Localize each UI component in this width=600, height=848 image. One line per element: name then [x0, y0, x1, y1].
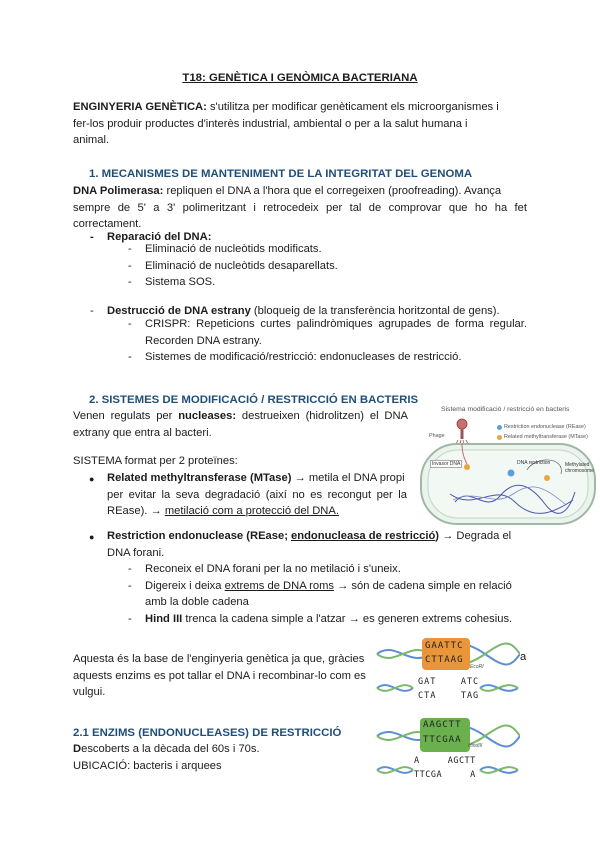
destruccio-text: (bloqueig de la transferència horitzontal de gens). — [250, 305, 500, 317]
destruccio-term: Destrucció de DNA estrany — [107, 305, 251, 317]
seq-4-top: A AGCTT — [414, 756, 476, 766]
figure-legend-2: Related methyltransferase (MTase) — [504, 434, 588, 440]
sistemes-item: - Sistemes de modificació/restricció: endonucleases de restricció. — [145, 349, 527, 366]
reparacio-item: - Eliminació de nucleòtids desaparellats. — [145, 258, 338, 275]
seq-3-bottom: TTCGAA — [423, 735, 462, 745]
intro-text-1: s'utilitza per modificar genèticament els microorganismes i — [206, 101, 499, 113]
rease-item-2a: Digereix i deixa — [145, 579, 225, 592]
rease-term-underlined: endonucleasa de restricció — [291, 530, 436, 542]
seq-1-bottom: CTTAAG — [425, 655, 464, 665]
base-line-2: aquests enzims es pot tallar el DNA i recombinar-lo com es — [73, 669, 366, 682]
base-line-1-end: a — [520, 651, 527, 663]
figure-legend-1: Restriction endonuclease (REase) — [504, 424, 586, 430]
seq-4-bottom: TTCGA A — [414, 770, 476, 780]
nucleases-text-c: destrueixen (hidrolitzen) el DNA — [236, 410, 409, 422]
base-paragraph — [73, 651, 373, 701]
rease-item-2d: amb la doble cadena — [145, 596, 249, 608]
rease-term: Restriction endonuclease (REase; — [107, 530, 292, 542]
mtase-line-1: → metila el DNA propi — [291, 472, 405, 484]
seq-3-top: AAGCTT — [423, 720, 462, 730]
modification-restriction-figure — [415, 404, 600, 528]
sistema-line: SISTEMA format per 2 proteïnes: — [73, 455, 238, 467]
crispr-line-1: - CRISPR: Repeticions curtes palindròmiques agrupades de forma regular. — [145, 316, 527, 333]
section-2-1-line-2: UBICACIÓ: bacteris i arquees — [73, 759, 222, 772]
polimerasa-line-2: sempre de 5' a 3' polimeritzant i retrocedeix per tal de comprovar que ho ha fet — [73, 201, 527, 214]
rease-line-2: DNA forani. — [107, 546, 165, 559]
reparacio-heading: - Reparació del DNA: — [107, 231, 211, 243]
reparacio-item: - Sistema SOS. — [145, 274, 338, 291]
rease-paragraph — [107, 528, 527, 561]
hind-iii-term: Hind III — [145, 612, 183, 625]
page-title: T18: GENÈTICA I GENÒMICA BACTERIANA — [182, 72, 418, 84]
intro-text-2: fer-los produir productes d'interès industrial, ambiental o per a la salut humana i — [73, 117, 468, 130]
mtase-line-3a: REase). → — [107, 505, 165, 517]
rease-item-3b: trenca la cadena simple a l'atzar → es generen extrems cohesius. — [182, 612, 513, 625]
seq-2-bottom: CTA TAG — [418, 691, 480, 701]
polimerasa-paragraph — [73, 183, 527, 233]
rease-item-2c: → són de cadena simple en relació — [334, 579, 512, 592]
nucleases-line-2: extrany que entra al bacteri. — [73, 426, 212, 439]
base-line-1: Aquesta és la base de l'enginyeria genètica ja que, gràcies — [73, 653, 365, 665]
intro-term: ENGINYERIA GENÈTICA: — [73, 101, 207, 113]
destruccio-list — [145, 316, 527, 366]
dna-restriction-label: DNA restriction — [517, 460, 551, 466]
rease-list — [145, 561, 527, 627]
rease-item-2b: extrems de DNA roms — [224, 579, 335, 592]
mtase-term: Related methyltransferase (MTase) — [107, 472, 292, 484]
polimerasa-term: DNA Polimerasa: — [73, 185, 164, 197]
polimerasa-line-3: correctament. — [73, 218, 142, 230]
methylated-chromosome-label: Methylated chromosome — [565, 462, 594, 474]
hindiii-label: HindIII — [468, 743, 483, 749]
section-2-1-line-1: escoberts a la dècada del 60s i 70s. — [81, 743, 260, 755]
reparacio-item: - Eliminació de nucleòtids modificats. — [145, 241, 338, 258]
section-2-1-text — [73, 741, 260, 774]
section-1-heading: 1. MECANISMES DE MANTENIMENT DE LA INTEGRITAT DEL GENOMA — [89, 168, 473, 180]
intro-paragraph — [73, 99, 533, 149]
phage-label: Phage — [429, 433, 445, 439]
crispr-line-2: Recorden DNA estrany. — [145, 334, 262, 347]
intro-text-3: animal. — [73, 134, 110, 146]
nucleases-text-a: Venen regulats per — [73, 410, 179, 422]
rease-item-1: - Reconeix el DNA forani per la no metilació i s'uneix. — [145, 561, 527, 578]
seq-2-top: GAT ATC — [418, 677, 480, 687]
section-2-1-heading: 2.1 ENZIMS (ENDONUCLEASES) DE RESTRICCIÓ — [73, 727, 342, 739]
base-line-3: vulgui. — [73, 686, 106, 698]
reparacio-list — [145, 241, 338, 291]
invasor-dna-label: Invasor DNA — [432, 461, 461, 467]
rease-term-end: ) — [435, 530, 440, 542]
nucleases-term: nucleases: — [178, 410, 237, 422]
section-2-1-initial: D — [73, 743, 82, 755]
phage-icon — [455, 419, 469, 446]
mtase-line-3b: metilació com a protecció del DNA. — [164, 505, 339, 517]
nucleases-paragraph — [73, 408, 408, 441]
mtase-line-2: per evitar la seva degradació (així no es recongut per la — [107, 488, 407, 501]
rease-line-1-tail: → Degrada el — [439, 530, 512, 542]
polimerasa-line-1: repliquen el DNA a l'hora que el corregeixen (proofreading). Avança — [163, 185, 502, 197]
section-2-heading: 2. SISTEMES DE MODIFICACIÓ / RESTRICCIÓ EN BACTERIS — [89, 394, 419, 406]
figure-title: Sistema modificació / restricció en bacteris — [441, 406, 570, 413]
seq-1-top: GAATTC — [425, 641, 464, 651]
mtase-paragraph — [107, 470, 407, 520]
ecori-label: EcoRI — [470, 664, 484, 670]
